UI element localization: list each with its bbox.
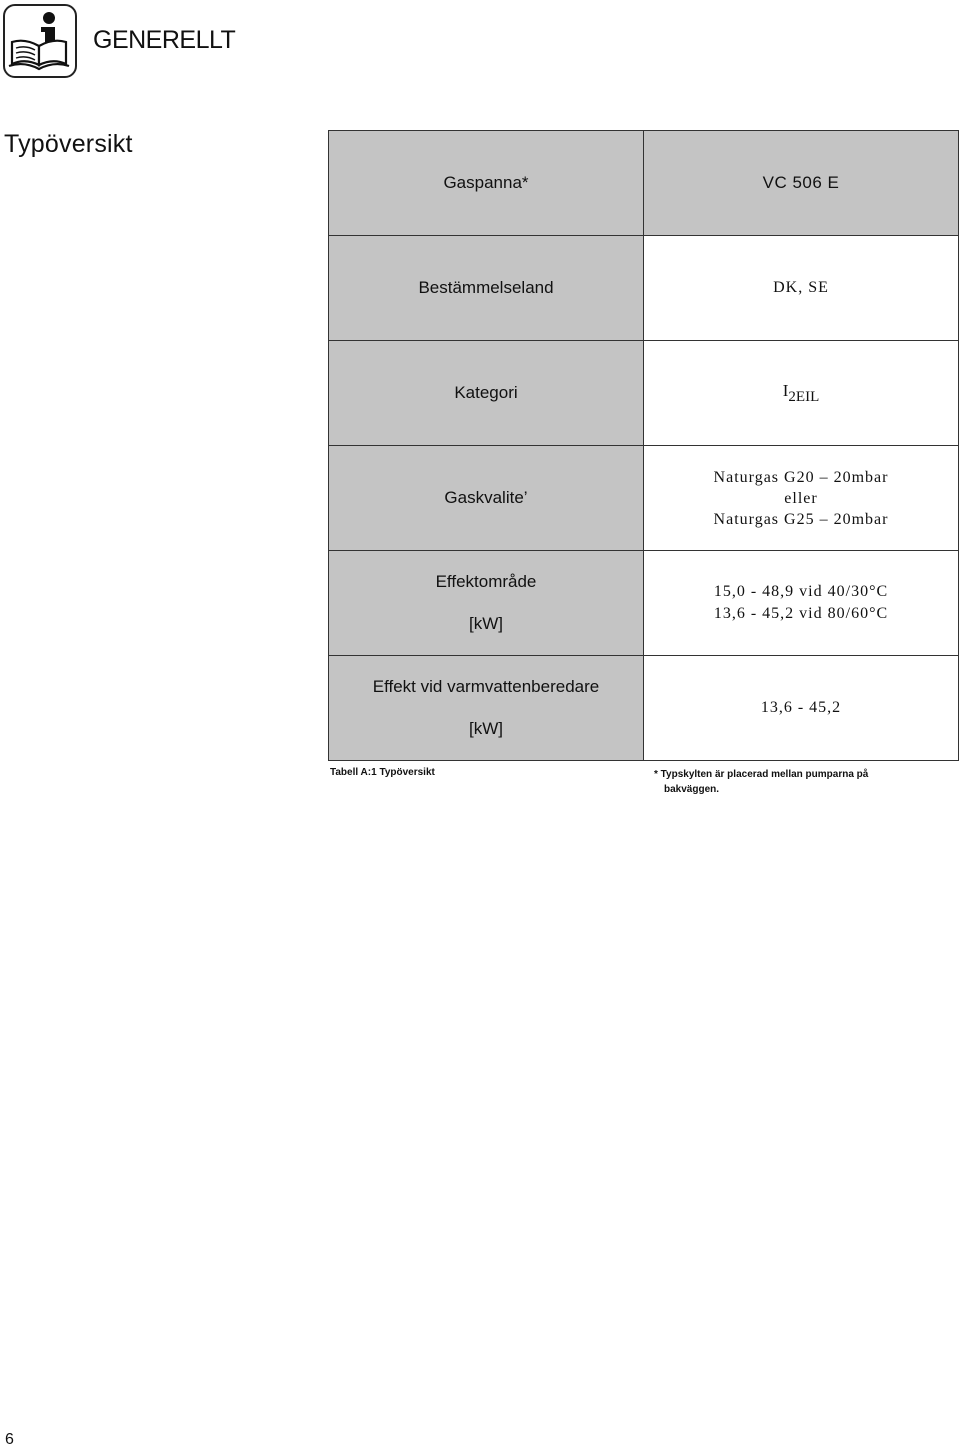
output-range-label-text: Effektområde [435, 572, 537, 591]
gas-quality-value [644, 446, 959, 551]
output-range-line: 15,0 - 48,9 vid 40/30°C [713, 583, 889, 600]
water-heater-output-unit: [kW] [469, 719, 503, 738]
gas-quality-label: Gaskvalite’ [329, 446, 644, 551]
output-range-unit: [kW] [469, 614, 503, 633]
water-heater-output-label-text: Effekt vid varmvattenberedare [372, 677, 600, 696]
table-row-model [329, 131, 959, 236]
page-title: Typöversikt [4, 130, 133, 158]
gas-quality-line: eller [784, 489, 818, 507]
category-label: Kategori [329, 341, 644, 446]
type-overview-table [328, 130, 959, 761]
output-range-label [329, 551, 644, 656]
footnote-line: bakväggen. [664, 784, 720, 795]
page-number: 6 [5, 1431, 14, 1448]
info-book-icon [3, 4, 77, 78]
model-label: Gaspanna* [329, 131, 644, 236]
category-value-sub: 2EIL [788, 388, 820, 405]
footnote [654, 767, 934, 797]
output-range-line: 13,6 - 45,2 vid 80/60°C [713, 605, 889, 622]
model-value: VC 506 E [644, 131, 959, 236]
water-heater-output-value: 13,6 - 45,2 [644, 656, 959, 761]
table-row-gas-quality [329, 446, 959, 551]
section-heading: GENERELLT [93, 26, 236, 54]
category-value-main: I [782, 380, 789, 400]
table-caption: Tabell A:1 Typöversikt [330, 767, 435, 778]
water-heater-output-label [329, 656, 644, 761]
country-value: DK, SE [644, 236, 959, 341]
gas-quality-line: Naturgas G20 – 20mbar [713, 468, 889, 486]
category-value [644, 341, 959, 446]
table-row-output-range [329, 551, 959, 656]
country-label: Bestämmelseland [329, 236, 644, 341]
table-row-category [329, 341, 959, 446]
table-row-water-heater-output [329, 656, 959, 761]
output-range-value [644, 551, 959, 656]
footnote-line: * Typskylten är placerad mellan pumparna på [654, 769, 869, 780]
gas-quality-line: Naturgas G25 – 20mbar [713, 510, 889, 528]
table-row-country [329, 236, 959, 341]
